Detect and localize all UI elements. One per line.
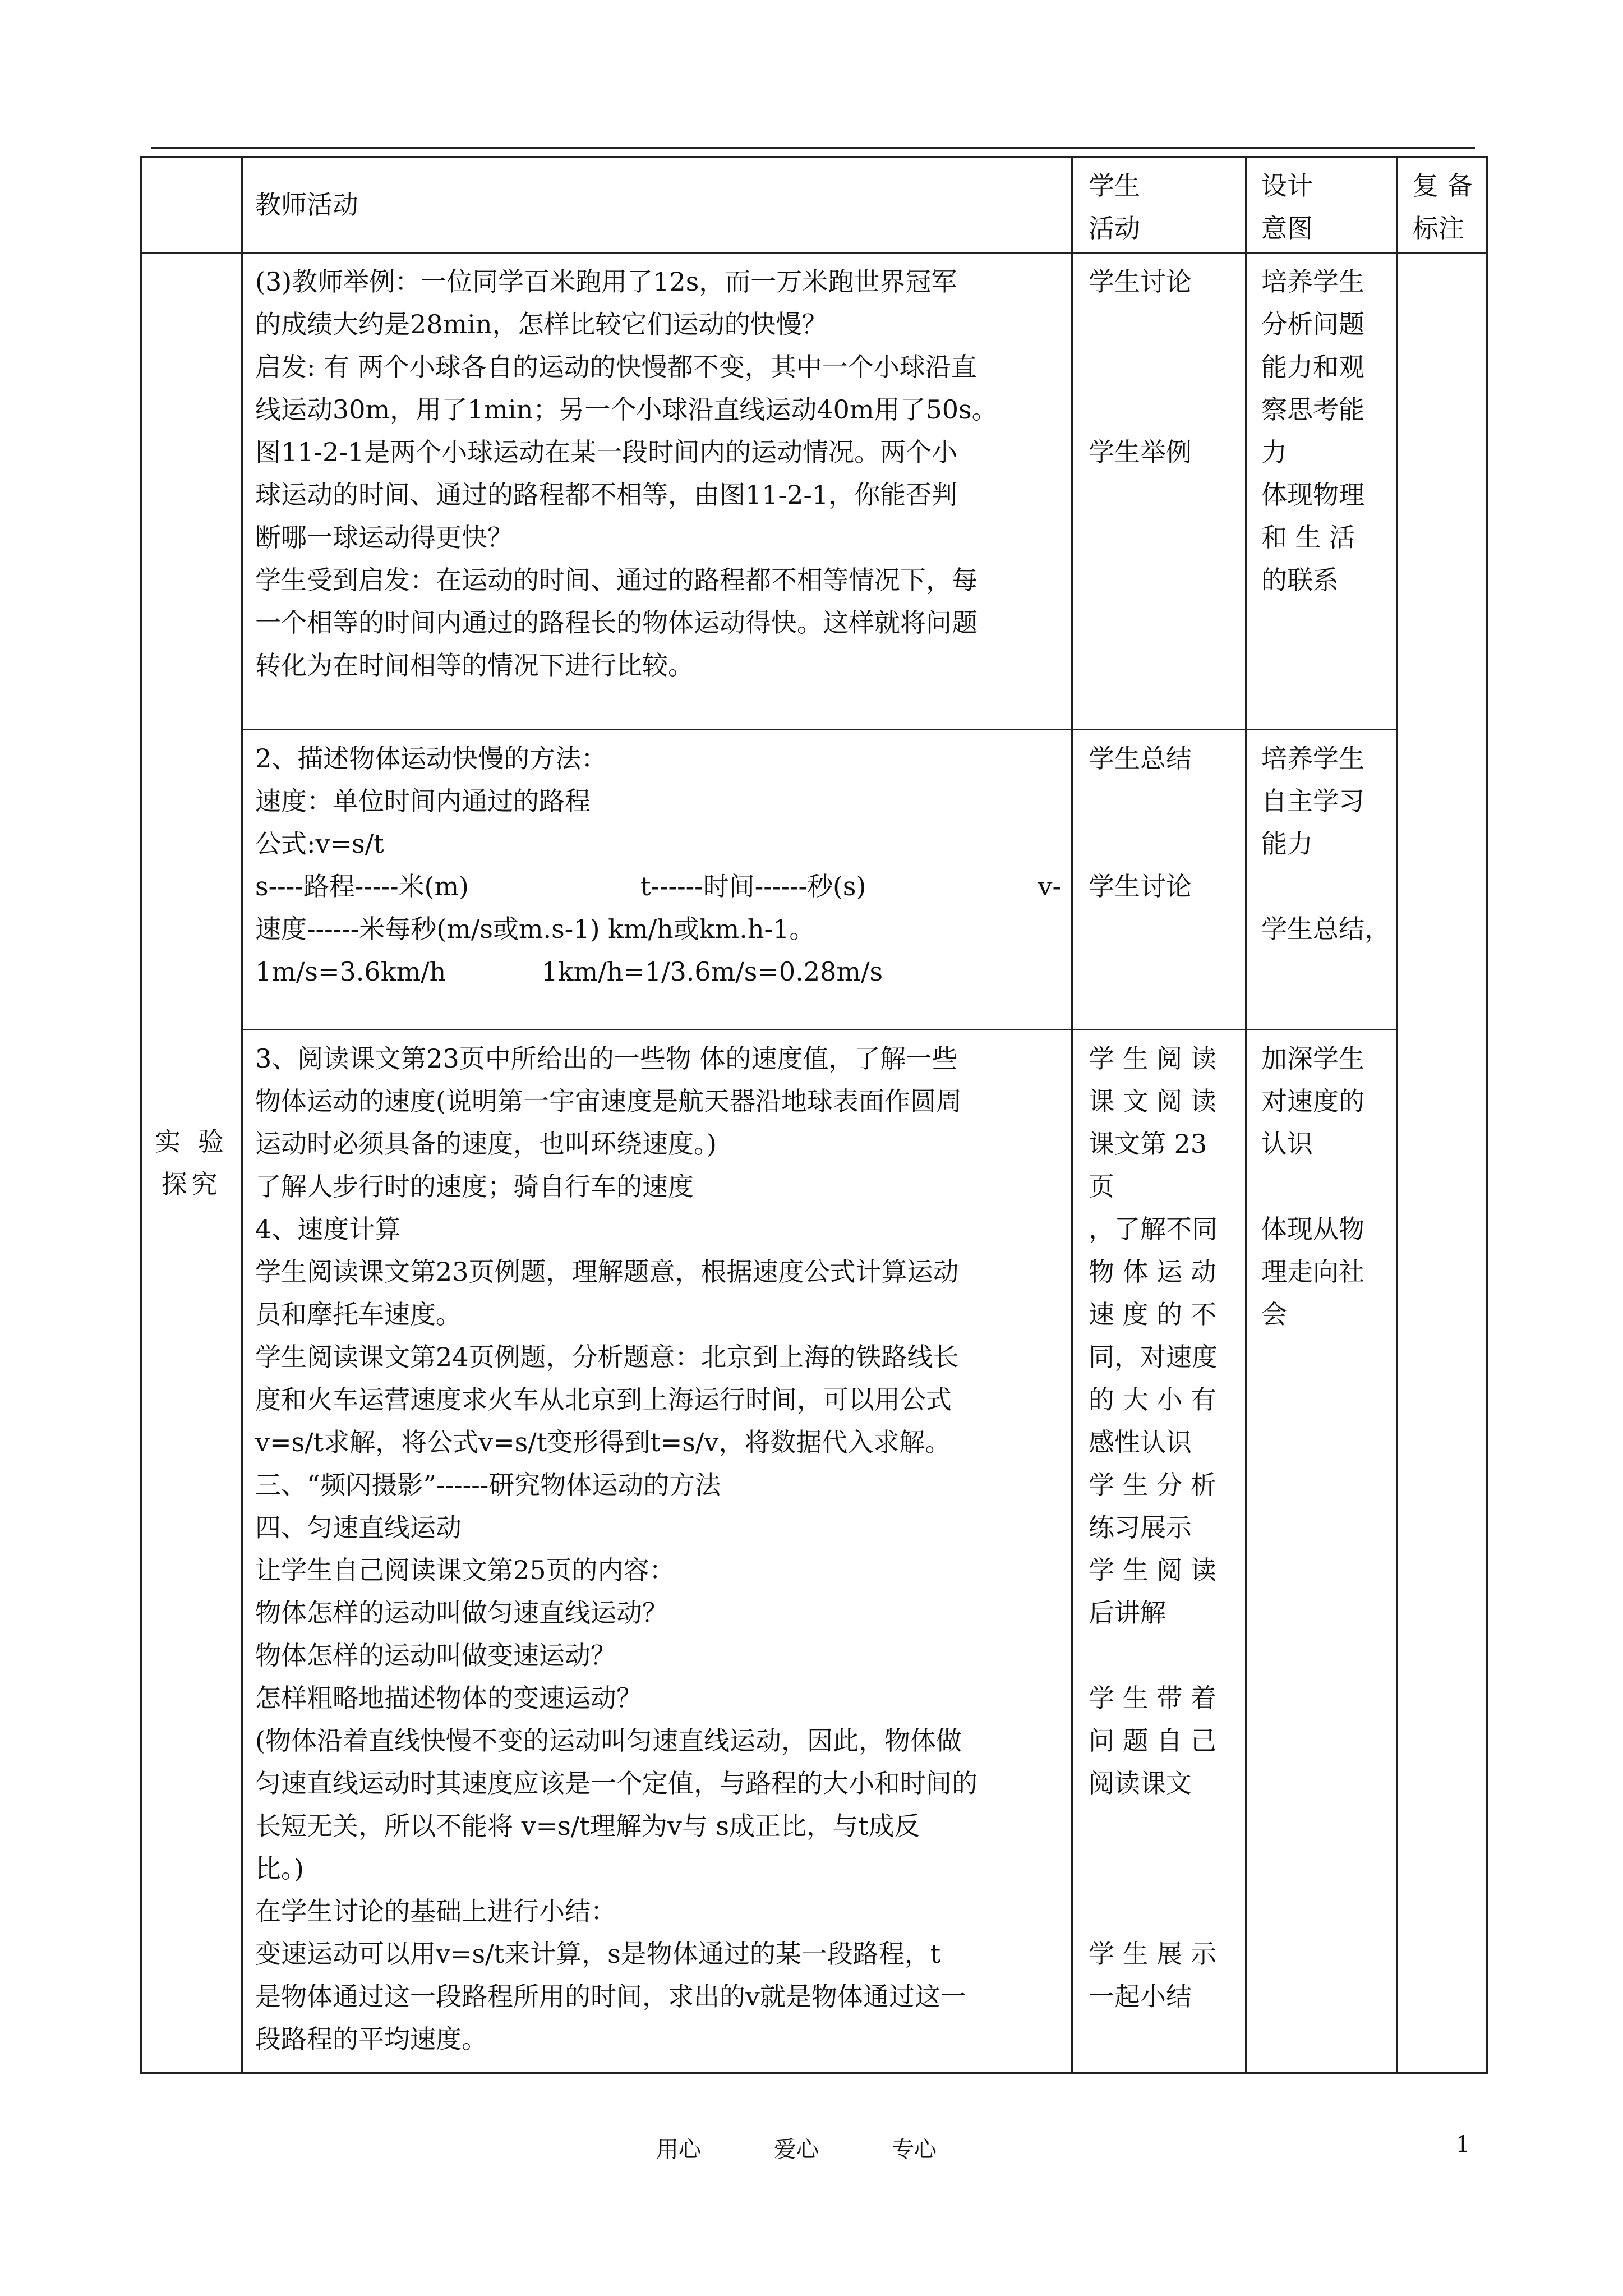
table-row <box>141 730 1487 1030</box>
design-intent-cell: 加深学生 对速度的 认识 体现从物 理走向社 会 <box>1246 1030 1398 2073</box>
header-rule <box>151 147 1475 149</box>
table-row <box>141 253 1487 730</box>
design-intent-cell: 培养学生 自主学习 能力 学生总结， <box>1246 730 1398 1030</box>
table-row <box>141 1030 1487 2073</box>
page-number: 1 <box>1456 2132 1470 2157</box>
review-note-header: 复 备 标注 <box>1398 157 1487 253</box>
lesson-plan-table <box>140 156 1488 2074</box>
table-header-row <box>141 157 1487 253</box>
student-activity-header: 学生 活动 <box>1072 157 1246 253</box>
stage-cell: 实 验 探究 <box>141 253 242 2073</box>
student-activity-cell: 学生总结 学生讨论 <box>1072 730 1246 1030</box>
review-note-cell <box>1398 253 1487 2073</box>
student-activity-cell: 学生讨论 学生举例 <box>1072 253 1246 730</box>
stage-header-cell <box>141 157 242 253</box>
design-intent-cell: 培养学生 分析问题 能力和观 察思考能 力 体现物理 和 生 活 的联系 <box>1246 253 1398 730</box>
formula-units-line: s----路程-----米(m) t------时间------秒(s) v- <box>255 871 1061 901</box>
teacher-activity-cell: 2、描述物体运动快慢的方法： 速度：单位时间内通过的路程 公式:v=s/t s----路程-----米(m) t------时间------秒(s) v- 速度------米每秒(m/s或m.s-1) km/h或km.h-1。 1m/s=3.6km/h 1km/h=1/3.6m/s=0.28m/s <box>242 730 1072 1030</box>
footer-motto: 用心 爱心 专心 <box>656 2137 937 2162</box>
design-intent-header: 设计 意图 <box>1246 157 1398 253</box>
teacher-activity-cell: 3、阅读课文第23页中所给出的一些物 体的速度值，了解一些 物体运动的速度(说明第一宇宙速度是航天器沿地球表面作圆周 运动时必须具备的速度，也叫环绕速度。) 了解人步行时的速度；骑自行车的速度 4、速度计算 学生阅读课文第23页例题，理解题意，根据速度公式计算运动 员和摩托车速度。 学生阅读课文第24页例题，分析题意：北京到上海的铁路线长 度和火车运营速度求火车从北京到上海运行时间，可以用公式 v=s/t求解，将公式v=s/t变形得到t=s/v，将数据代入求解。 三、“频闪摄影”------研究物体运动的方法 四、匀速直线运动 让学生自己阅读课文第25页的内容： 物体怎样的运动叫做匀速直线运动？ 物体怎样的运动叫做变速运动？ 怎样粗略地描述物体的变速运动？ (物体沿着直线快慢不变的运动叫匀速直线运动，因此，物体做 匀速直线运动时其速度应该是一个定值，与路程的大小和时间的 长短无关，所以不能将 v=s/t理解为v与 s成正比，与t成反 比。) 在学生讨论的基础上进行小结： 变速运动可以用v=s/t来计算，s是物体通过的某一段路程，t 是物体通过这一段路程所用的时间，求出的v就是物体通过这一 段路程的平均速度。 <box>242 1030 1072 2073</box>
student-activity-cell: 学 生 阅 读 课 文 阅 读 课文第 23 页 ，了解不同 物 体 运 动 速 度 的 不 同，对速度 的 大 小 有 感性认识 学 生 分 析 练习展示 学 生 阅 读 后讲解 学 生 带 着 问 题 自 己 阅读课文 学 生 展 示 一起小结 <box>1072 1030 1246 2073</box>
unit-conversion-line: 1m/s=3.6km/h 1km/h=1/3.6m/s=0.28m/s <box>255 956 883 987</box>
teacher-activity-header: 教师活动 <box>242 157 1072 253</box>
teacher-activity-cell: (3)教师举例：一位同学百米跑用了12s，而一万米跑世界冠军 的成绩大约是28min，怎样比较它们运动的快慢？ 启发: 有 两个小球各自的运动的快慢都不变，其中一个小球沿直 线运动30m，用了1min；另一个小球沿直线运动40m用了50s。 图11-2-1是两个小球运动在某一段时间内的运动情况。两个小 球运动的时间、通过的路程都不相等，由图11-2-1，你能否判 断哪一球运动得更快？ 学生受到启发：在运动的时间、通过的路程都不相等情况下，每 一个相等的时间内通过的路程长的物体运动得快。这样就将问题 转化为在时间相等的情况下进行比较。 <box>242 253 1072 730</box>
